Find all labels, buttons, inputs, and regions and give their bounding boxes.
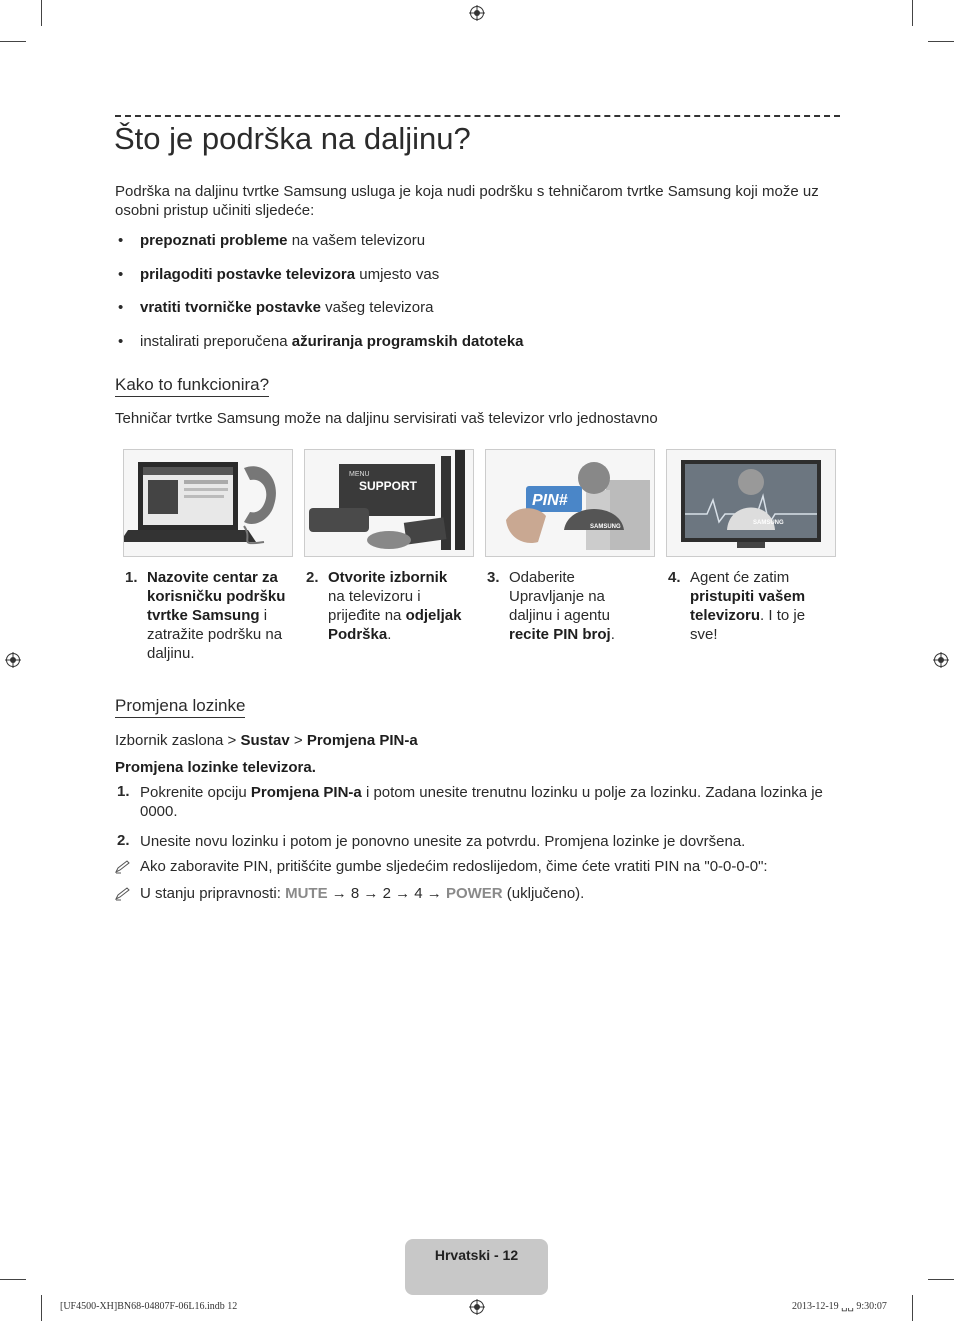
pencil-note-icon <box>115 887 131 901</box>
print-slug-left: [UF4500-XH]BN68-04807F-06L16.indb 12 <box>60 1301 238 1312</box>
support-menu-small-label: MENU <box>349 471 370 478</box>
crop-mark <box>912 0 913 26</box>
password-step: Pokrenite opciju Promjena PIN-a i potom unesite trenutnu lozinku u polje za lozinku. Zadana lozinka je 0000. <box>140 784 823 820</box>
menu-path: Izbornik zaslona > Sustav > Promjena PIN-a <box>115 732 418 749</box>
registration-mark-icon <box>469 5 485 21</box>
page-number-tab: Hrvatski - 12 <box>405 1239 548 1295</box>
crop-mark <box>928 1279 954 1280</box>
password-subheading: Promjena lozinke televizora. <box>115 759 316 776</box>
illustration-call-center <box>123 449 293 557</box>
crop-mark <box>41 1295 42 1321</box>
crop-mark <box>41 0 42 26</box>
brand-label: SAMSUNG <box>590 524 621 530</box>
section-heading-password: Promjena lozinke <box>115 696 245 718</box>
brand-label: SAMSUNG <box>753 520 784 526</box>
illustration-support-menu <box>304 449 474 557</box>
section-heading-how: Kako to funkcionira? <box>115 375 269 397</box>
crop-mark <box>912 1295 913 1321</box>
registration-mark-icon <box>5 652 21 668</box>
pin-label: PIN# <box>532 492 568 509</box>
registration-mark-icon <box>933 652 949 668</box>
intro-paragraph: Podrška na daljinu tvrtke Samsung usluga je koja nudi podršku s tehničarom tvrtke Samsung koji može uz osobni pristup učiniti sljedeće: <box>115 183 819 219</box>
crop-mark <box>0 41 26 42</box>
how-intro: Tehničar tvrtke Samsung može na daljinu servisirati vaš televizor vrlo jednostavno <box>115 410 658 427</box>
step-number: 1. <box>117 783 130 800</box>
title-rule <box>115 115 840 117</box>
illustration-pin-agent <box>485 449 655 557</box>
print-slug-right: 2013-12-19 ␣␣ 9:30:07 <box>792 1301 887 1312</box>
page-title: Što je podrška na daljinu? <box>114 121 471 156</box>
pencil-note-icon <box>115 860 131 874</box>
illustration-remote-agent <box>666 449 836 557</box>
support-menu-label: SUPPORT <box>359 479 418 493</box>
password-step: Unesite novu lozinku i potom je ponovno unesite za potvrdu. Promjena lozinke je dovršena. <box>140 833 746 850</box>
registration-mark-icon <box>469 1299 485 1315</box>
crop-mark <box>0 1279 26 1280</box>
crop-mark <box>928 41 954 42</box>
step-number: 2. <box>117 832 130 849</box>
